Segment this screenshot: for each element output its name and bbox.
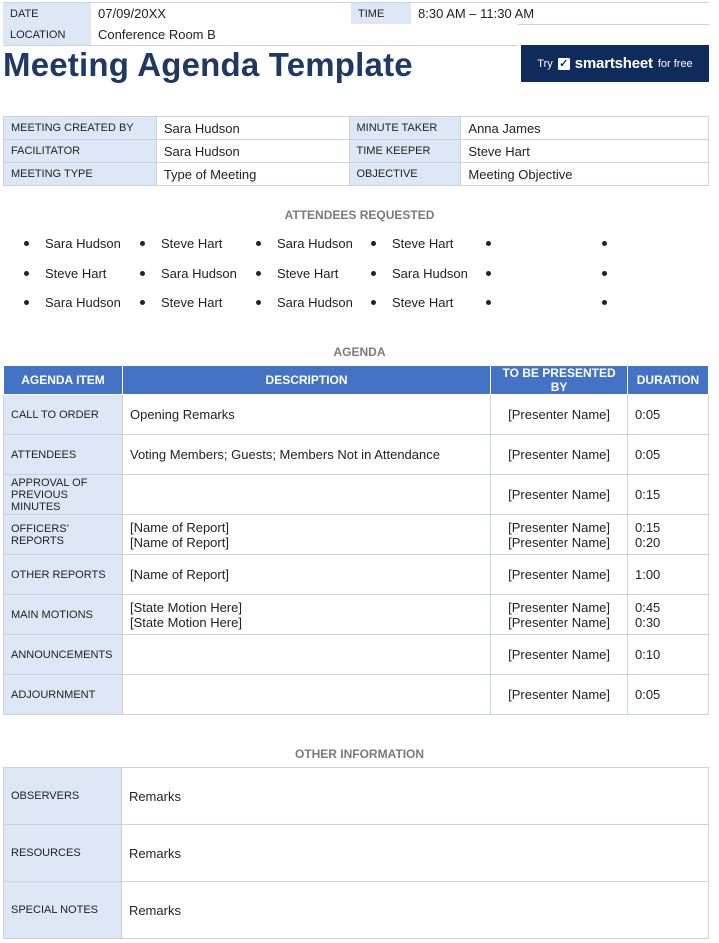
presenter-cell[interactable] [491,595,628,635]
presenter-cell[interactable] [491,555,628,595]
agenda-item-cell-line: ADJOURNMENT [11,688,96,701]
agenda-item-cell-line: OFFICERS’ REPORTS [11,522,69,547]
bullet-icon [371,300,376,305]
bullet-icon [256,241,261,246]
duration-cell-line: 0:05 [634,447,661,462]
agenda-item-cell [4,675,123,715]
presenter-cell[interactable] [491,395,628,435]
agenda-item-cell [4,435,123,475]
bullet-icon [24,300,29,305]
time-keeper-label: TIME KEEPER [349,140,461,163]
date-value[interactable]: 07/09/20XX [91,3,351,25]
presenter-cell[interactable] [491,635,628,675]
other-info-title: OTHER INFORMATION [294,747,425,761]
bullet-icon [371,241,376,246]
bullet-icon [602,300,607,305]
description-cell[interactable] [122,675,490,715]
description-cell-line: [State Motion Here] [129,614,242,630]
attendee-name[interactable]: Sara Hudson [277,236,353,251]
other-info-row [4,882,709,939]
facilitator-label: FACILITATOR [4,140,157,163]
time-value[interactable]: 8:30 AM – 11:30 AM [411,3,709,25]
duration-cell-line: 0:05 [634,407,661,422]
attendee-name[interactable]: Steve Hart [45,266,107,281]
other-info-row [4,768,709,825]
presenter-cell-line: [Presenter Name] [508,487,610,502]
meeting-info-table [3,116,709,186]
presenter-cell-line: [Presenter Name] [508,534,610,550]
presenter-cell[interactable] [491,435,628,475]
agenda-item-cell [4,635,123,675]
time-label: TIME [351,3,411,25]
description-cell-line: [Name of Report] [129,567,229,582]
presenter-cell-line: [Presenter Name] [508,599,610,615]
facilitator-value[interactable]: Sara Hudson [156,140,349,163]
duration-cell-line: 0:10 [634,647,661,662]
attendees-title: ATTENDEES REQUESTED [284,208,435,222]
duration-header: DURATION [627,366,708,395]
attendee-name[interactable]: Steve Hart [392,295,454,310]
duration-cell-line: 0:15 [634,519,661,535]
agenda-row [4,475,709,515]
agenda-item-cell-line: CALL TO ORDER [11,408,99,421]
location-value[interactable]: Conference Room B [91,24,517,46]
agenda-header-row [4,366,709,395]
bullet-icon [140,241,145,246]
agenda-item-cell [4,475,123,515]
bullet-icon [24,271,29,276]
time-keeper-value[interactable]: Steve Hart [461,140,709,163]
agenda-table [3,365,709,715]
presenter-cell[interactable] [491,675,628,715]
agenda-item-cell [4,555,123,595]
other-info-value[interactable]: Remarks [121,825,708,882]
description-cell[interactable] [122,595,490,635]
other-info-row [4,825,709,882]
checkmark-icon: ✓ [559,57,569,70]
description-cell[interactable] [122,515,490,555]
presenter-cell-line: [Presenter Name] [508,614,610,630]
smartsheet-promo-button[interactable] [521,45,709,82]
other-info-value[interactable]: Remarks [121,882,708,939]
other-info-label: RESOURCES [4,825,122,882]
agenda-item-cell [4,515,123,555]
info-row [4,163,709,186]
other-info-table [3,767,709,939]
bullet-icon [486,241,491,246]
promo-suffix: for free [657,57,693,70]
promo-try: Try [537,57,553,70]
presenter-cell-line: [Presenter Name] [508,447,610,462]
location-row [3,24,517,46]
agenda-row [4,395,709,435]
attendee-name[interactable]: Sara Hudson [161,266,237,281]
minute-taker-value[interactable]: Anna James [461,117,709,140]
agenda-item-cell [4,395,123,435]
agenda-row [4,595,709,635]
attendee-name[interactable]: Sara Hudson [392,266,468,281]
agenda-row [4,635,709,675]
other-info-label: SPECIAL NOTES [4,882,122,939]
agenda-item-cell-line: ANNOUNCEMENTS [11,648,113,661]
other-info-value[interactable]: Remarks [121,768,708,825]
duration-cell[interactable] [627,675,708,715]
description-cell[interactable] [122,395,490,435]
bullet-icon [602,271,607,276]
bullet-icon [371,271,376,276]
duration-cell[interactable] [627,475,708,515]
bullet-icon [256,300,261,305]
attendee-name[interactable]: Steve Hart [161,236,223,251]
date-time-row [3,2,709,25]
duration-cell[interactable] [627,555,708,595]
attendee-name[interactable]: Sara Hudson [277,295,353,310]
agenda-title: AGENDA [333,345,386,359]
duration-cell-line: 0:15 [634,487,661,502]
agenda-item-cell-line: OTHER REPORTS [11,568,106,581]
agenda-item-cell [4,595,123,635]
presenter-header: TO BE PRESENTED BY [491,366,628,395]
duration-cell-line: 0:05 [634,687,661,702]
bullet-icon [486,300,491,305]
description-cell-line: [State Motion Here] [129,599,242,615]
presenter-cell-line: [Presenter Name] [508,647,610,662]
agenda-row [4,555,709,595]
description-cell[interactable] [122,475,490,515]
duration-cell[interactable] [627,595,708,635]
agenda-item-cell-line: ATTENDEES [11,448,77,461]
agenda-item-header: AGENDA ITEM [4,366,123,395]
info-row [4,140,709,163]
duration-cell[interactable] [627,515,708,555]
attendee-name[interactable]: Sara Hudson [45,295,121,310]
presenter-cell-line: [Presenter Name] [508,567,610,582]
bullet-icon [486,271,491,276]
presenter-cell[interactable] [491,475,628,515]
promo-brand: smartsheet [574,55,653,72]
description-cell-line: [Name of Report] [129,519,229,535]
bullet-icon [24,241,29,246]
description-cell-line: Opening Remarks [129,407,235,422]
attendee-name[interactable]: Steve Hart [277,266,339,281]
description-cell[interactable] [122,635,490,675]
bullet-icon [140,271,145,276]
agenda-row [4,515,709,555]
duration-cell[interactable] [627,635,708,675]
presenter-cell-line: [Presenter Name] [508,519,610,535]
presenter-cell-line: [Presenter Name] [508,687,610,702]
created-by-label: MEETING CREATED BY [4,117,157,140]
date-label: DATE [3,3,91,25]
minute-taker-label: MINUTE TAKER [349,117,461,140]
agenda-row [4,435,709,475]
description-cell-line: [Name of Report] [129,534,229,550]
agenda-item-cell-line: MAIN MOTIONS [11,608,93,621]
page-title: Meeting Agenda Template [3,46,413,83]
description-cell[interactable] [122,555,490,595]
objective-label: OBJECTIVE [349,163,461,186]
presenter-cell-line: [Presenter Name] [508,407,610,422]
description-cell-line: Voting Members; Guests; Members Not in Attendance [129,447,440,462]
created-by-value[interactable]: Sara Hudson [156,117,349,140]
bullet-icon [140,300,145,305]
attendee-name[interactable]: Sara Hudson [45,236,121,251]
meeting-type-label: MEETING TYPE [4,163,157,186]
bullet-icon [602,241,607,246]
duration-cell-line: 0:30 [634,614,661,630]
other-info-label: OBSERVERS [4,768,122,825]
meeting-type-value[interactable]: Type of Meeting [156,163,349,186]
duration-cell-line: 0:45 [634,599,661,615]
description-header: DESCRIPTION [122,366,490,395]
attendee-name[interactable]: Steve Hart [392,236,454,251]
objective-value[interactable]: Meeting Objective [461,163,709,186]
duration-cell-line: 1:00 [634,567,661,582]
agenda-row [4,675,709,715]
duration-cell[interactable] [627,435,708,475]
description-cell[interactable] [122,435,490,475]
location-label: LOCATION [3,24,91,46]
duration-cell[interactable] [627,395,708,435]
duration-cell-line: 0:20 [634,534,661,550]
presenter-cell[interactable] [491,515,628,555]
agenda-item-cell-line: APPROVAL OF PREVIOUS MINUTES [11,476,88,513]
attendee-name[interactable]: Steve Hart [161,295,223,310]
bullet-icon [256,271,261,276]
info-row [4,117,709,140]
